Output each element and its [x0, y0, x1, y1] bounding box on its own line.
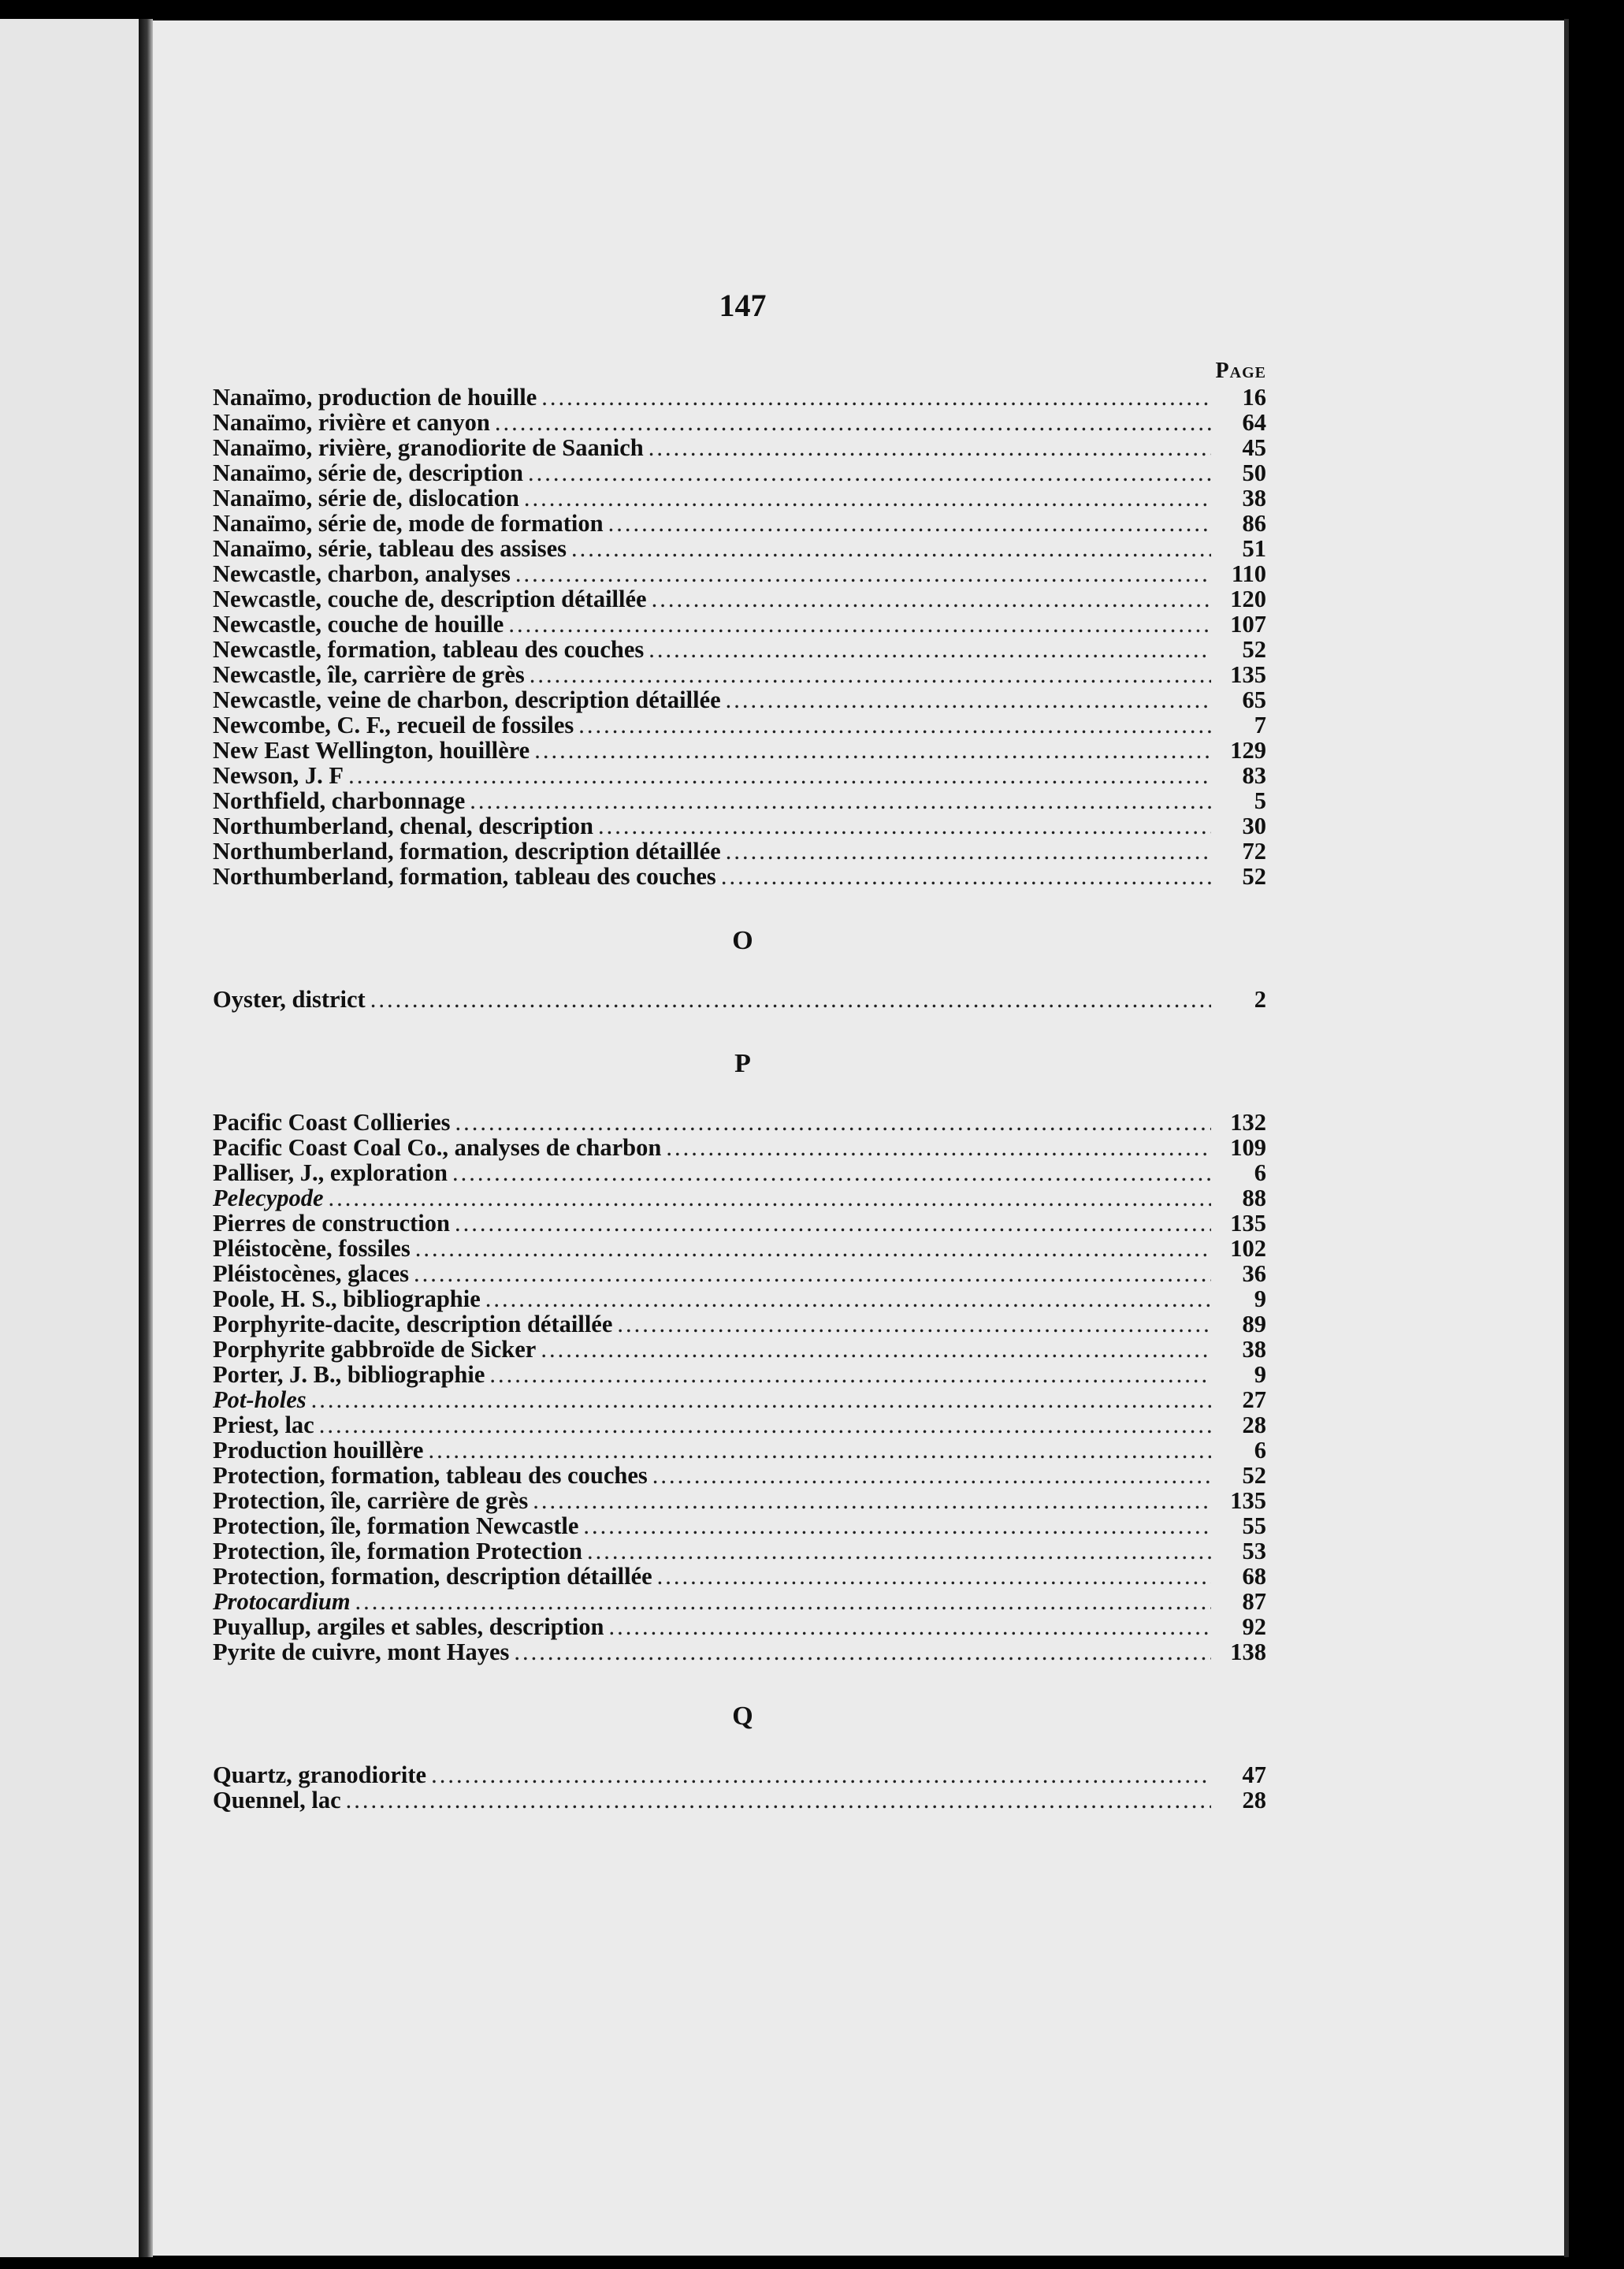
entry-page-number: 6	[1254, 1437, 1266, 1464]
index-entry	[213, 561, 1273, 586]
entry-page-number: 50	[1242, 459, 1266, 486]
entry-page-number: 38	[1242, 1336, 1266, 1363]
entry-term: Protection, formation, tableau des couches	[213, 1462, 648, 1489]
dot-leader	[455, 1110, 1211, 1135]
index-entry	[213, 1762, 1273, 1787]
entry-page-number: 16	[1242, 384, 1266, 411]
index-entry	[213, 1639, 1273, 1665]
dot-leader	[346, 1787, 1211, 1813]
index-entry	[213, 586, 1273, 612]
index-entry	[213, 662, 1273, 687]
index-entry	[213, 1135, 1273, 1160]
entry-page-number: 27	[1242, 1386, 1266, 1413]
index-entry	[213, 738, 1273, 763]
index-entry	[213, 1362, 1273, 1387]
entry-term: Pacific Coast Collieries	[213, 1109, 451, 1136]
entry-page-number: 30	[1242, 813, 1266, 839]
entry-page-number: 102	[1230, 1235, 1266, 1262]
entry-page-number: 55	[1242, 1512, 1266, 1539]
index-entry	[213, 1463, 1273, 1488]
entry-page-number: 28	[1242, 1412, 1266, 1438]
index-entry	[213, 1589, 1273, 1614]
index-entry	[213, 1513, 1273, 1538]
entry-page-number: 52	[1242, 1462, 1266, 1489]
index-content	[213, 284, 1273, 1813]
index-entry	[213, 1337, 1273, 1362]
dot-leader	[524, 485, 1211, 511]
entry-page-number: 47	[1242, 1761, 1266, 1788]
entry-term: Nanaïmo, série, tableau des assises	[213, 535, 567, 562]
dot-leader	[319, 1412, 1211, 1438]
entry-term: Pot-holes	[213, 1386, 307, 1413]
entry-page-number: 135	[1230, 1487, 1266, 1514]
entry-page-number: 52	[1242, 636, 1266, 663]
index-entry	[213, 839, 1273, 864]
dot-leader	[414, 1261, 1211, 1286]
dot-leader	[452, 1160, 1211, 1185]
dot-leader	[514, 1639, 1211, 1665]
entry-page-number: 89	[1242, 1311, 1266, 1337]
entry-term: Newcastle, île, carrière de grès	[213, 661, 525, 688]
entry-term: Northumberland, formation, description détaillée	[213, 838, 721, 865]
entry-term: Newcastle, formation, tableau des couches	[213, 636, 645, 663]
index-entry	[213, 1787, 1273, 1813]
index-entry	[213, 410, 1273, 435]
entry-page-number: 2	[1254, 986, 1266, 1013]
index-entry	[213, 1236, 1273, 1261]
entry-page-number: 9	[1254, 1361, 1266, 1388]
entry-term: Porphyrite gabbroïde de Sicker	[213, 1336, 537, 1363]
dot-leader	[311, 1387, 1211, 1412]
entry-term: Production houillère	[213, 1437, 424, 1464]
entry-page-number: 88	[1242, 1185, 1266, 1211]
entry-term: Puyallup, argiles et sables, description	[213, 1613, 604, 1640]
entry-page-number: 110	[1231, 560, 1266, 587]
dot-leader	[657, 1564, 1211, 1589]
entry-page-number: 7	[1254, 712, 1266, 738]
index-entry	[213, 511, 1273, 536]
entry-page-number: 87	[1242, 1588, 1266, 1615]
index-entry	[213, 1438, 1273, 1463]
entry-term: Nanaïmo, série de, mode de formation	[213, 510, 604, 537]
entry-term: Nanaïmo, rivière et canyon	[213, 409, 490, 436]
dot-leader	[648, 637, 1211, 662]
entry-term: Protection, île, formation Newcastle	[213, 1512, 579, 1539]
entry-page-number: 138	[1230, 1639, 1266, 1665]
dot-leader	[587, 1538, 1211, 1564]
entry-page-number: 6	[1254, 1159, 1266, 1186]
entry-term: Pléistocènes, glaces	[213, 1260, 410, 1287]
dot-leader	[571, 536, 1211, 561]
index-entry	[213, 1488, 1273, 1513]
index-entry	[213, 864, 1273, 889]
entry-page-number: 9	[1254, 1285, 1266, 1312]
index-entry	[213, 1311, 1273, 1337]
index-entry	[213, 1261, 1273, 1286]
entry-page-number: 28	[1242, 1787, 1266, 1813]
entry-term: Quennel, lac	[213, 1787, 341, 1813]
dot-leader	[515, 561, 1211, 586]
index-entry	[213, 1110, 1273, 1135]
dot-leader	[609, 1614, 1212, 1639]
entry-term: Pelecypode	[213, 1185, 324, 1211]
index-entry	[213, 687, 1273, 712]
entry-term: Pacific Coast Coal Co., analyses de charbon	[213, 1134, 662, 1161]
dot-leader	[370, 987, 1211, 1012]
entry-term: Oyster, district	[213, 986, 366, 1013]
entry-term: Protection, île, carrière de grès	[213, 1487, 529, 1514]
page-number: 147	[719, 288, 767, 323]
entry-term: Pyrite de cuivre, mont Hayes	[213, 1639, 510, 1665]
entry-term: Pléistocène, fossiles	[213, 1235, 411, 1262]
entry-term: Protocardium	[213, 1588, 351, 1615]
dot-leader	[648, 435, 1211, 460]
entry-term: Palliser, J., exploration	[213, 1159, 448, 1186]
dot-leader	[470, 788, 1211, 813]
dot-leader	[534, 738, 1211, 763]
index-entry	[213, 1564, 1273, 1589]
book-gutter	[139, 19, 153, 2257]
facing-page-edge	[0, 19, 139, 2257]
entry-page-number: 52	[1242, 863, 1266, 890]
index-section	[213, 1701, 1273, 1813]
entry-term: Porphyrite-dacite, description détaillée	[213, 1311, 613, 1337]
entry-term: Nanaïmo, rivière, granodiorite de Saanich	[213, 434, 644, 461]
dot-leader	[495, 410, 1211, 435]
index-entry	[213, 385, 1273, 410]
entry-page-number: 45	[1242, 434, 1266, 461]
entry-term: Priest, lac	[213, 1412, 314, 1438]
dot-leader	[578, 712, 1211, 738]
entry-page-number: 132	[1230, 1109, 1266, 1136]
entry-term: Newcastle, couche de, description détaillée	[213, 586, 647, 612]
entry-page-number: 86	[1242, 510, 1266, 537]
section-letter: P	[734, 1049, 751, 1078]
dot-leader	[541, 385, 1211, 410]
index-entry	[213, 1160, 1273, 1185]
entry-page-number: 83	[1242, 762, 1266, 789]
entry-term: Nanaïmo, série de, description	[213, 459, 523, 486]
entry-term: Quartz, granodiorite	[213, 1761, 427, 1788]
dot-leader	[530, 662, 1211, 687]
dot-leader	[652, 586, 1211, 612]
index-sections	[213, 385, 1273, 1813]
dot-leader	[485, 1286, 1211, 1311]
entry-term: Porter, J. B., bibliographie	[213, 1361, 485, 1388]
index-entry	[213, 435, 1273, 460]
dot-leader	[431, 1762, 1211, 1787]
index-entry	[213, 612, 1273, 637]
index-entry	[213, 460, 1273, 485]
dot-leader	[428, 1438, 1211, 1463]
index-entry	[213, 1286, 1273, 1311]
section-letter: Q	[732, 1702, 753, 1731]
entry-page-number: 51	[1242, 535, 1266, 562]
entry-page-number: 68	[1242, 1563, 1266, 1590]
entry-term: Newson, J. F	[213, 762, 344, 789]
dot-leader	[348, 763, 1211, 788]
entry-term: Newcastle, veine de charbon, description détaillée	[213, 686, 721, 713]
entry-page-number: 5	[1254, 787, 1266, 814]
entry-page-number: 107	[1230, 611, 1266, 638]
index-entry	[213, 536, 1273, 561]
entry-term: Poole, H. S., bibliographie	[213, 1285, 481, 1312]
dot-leader	[355, 1589, 1211, 1614]
index-entry	[213, 1185, 1273, 1211]
index-section	[213, 385, 1273, 889]
dot-leader	[726, 839, 1211, 864]
index-entry	[213, 987, 1273, 1012]
entry-page-number: 64	[1242, 409, 1266, 436]
index-entry	[213, 1412, 1273, 1438]
dot-leader	[726, 687, 1211, 712]
index-entry	[213, 813, 1273, 839]
entry-term: Protection, île, formation Protection	[213, 1538, 582, 1564]
dot-leader	[666, 1135, 1211, 1160]
index-entry	[213, 1614, 1273, 1639]
section-letter: O	[732, 926, 753, 955]
entry-page-number: 129	[1230, 737, 1266, 764]
entry-term: Protection, formation, description détaillée	[213, 1563, 652, 1590]
dot-leader	[598, 813, 1211, 839]
entry-term: Nanaïmo, production de houille	[213, 384, 537, 411]
dot-leader	[489, 1362, 1211, 1387]
page-column-header: Page	[1215, 359, 1266, 383]
entry-page-number: 135	[1230, 1210, 1266, 1237]
entry-term: Northumberland, chenal, description	[213, 813, 593, 839]
dot-leader	[528, 460, 1211, 485]
entry-term: Nanaïmo, série de, dislocation	[213, 485, 519, 511]
index-entry	[213, 485, 1273, 511]
dot-leader	[415, 1236, 1211, 1261]
entry-page-number: 36	[1242, 1260, 1266, 1287]
entry-term: Northumberland, formation, tableau des couches	[213, 863, 716, 890]
index-section	[213, 1048, 1273, 1665]
dot-leader	[329, 1185, 1211, 1211]
entry-term: Northfield, charbonnage	[213, 787, 466, 814]
entry-term: Pierres de construction	[213, 1210, 450, 1237]
index-entry	[213, 1538, 1273, 1564]
index-entry	[213, 1211, 1273, 1236]
entry-page-number: 72	[1242, 838, 1266, 865]
index-entry	[213, 788, 1273, 813]
dot-leader	[617, 1311, 1211, 1337]
entry-page-number: 109	[1230, 1134, 1266, 1161]
entry-page-number: 38	[1242, 485, 1266, 511]
index-entry	[213, 637, 1273, 662]
entry-page-number: 135	[1230, 661, 1266, 688]
entry-page-number: 65	[1242, 686, 1266, 713]
dot-leader	[541, 1337, 1211, 1362]
entry-term: Newcombe, C. F., recueil de fossiles	[213, 712, 574, 738]
entry-page-number: 53	[1242, 1538, 1266, 1564]
dot-leader	[455, 1211, 1211, 1236]
dot-leader	[583, 1513, 1211, 1538]
dot-leader	[533, 1488, 1211, 1513]
index-entry	[213, 1387, 1273, 1412]
dot-leader	[608, 511, 1211, 536]
dot-leader	[652, 1463, 1211, 1488]
dot-leader	[508, 612, 1211, 637]
entry-term: Newcastle, charbon, analyses	[213, 560, 511, 587]
index-entry	[213, 712, 1273, 738]
index-section	[213, 925, 1273, 1012]
entry-term: Newcastle, couche de houille	[213, 611, 504, 638]
entry-term: New East Wellington, houillère	[213, 737, 530, 764]
entry-page-number: 120	[1230, 586, 1266, 612]
page-edge	[1564, 19, 1569, 2257]
entry-page-number: 92	[1242, 1613, 1266, 1640]
dot-leader	[721, 864, 1211, 889]
index-entry	[213, 763, 1273, 788]
